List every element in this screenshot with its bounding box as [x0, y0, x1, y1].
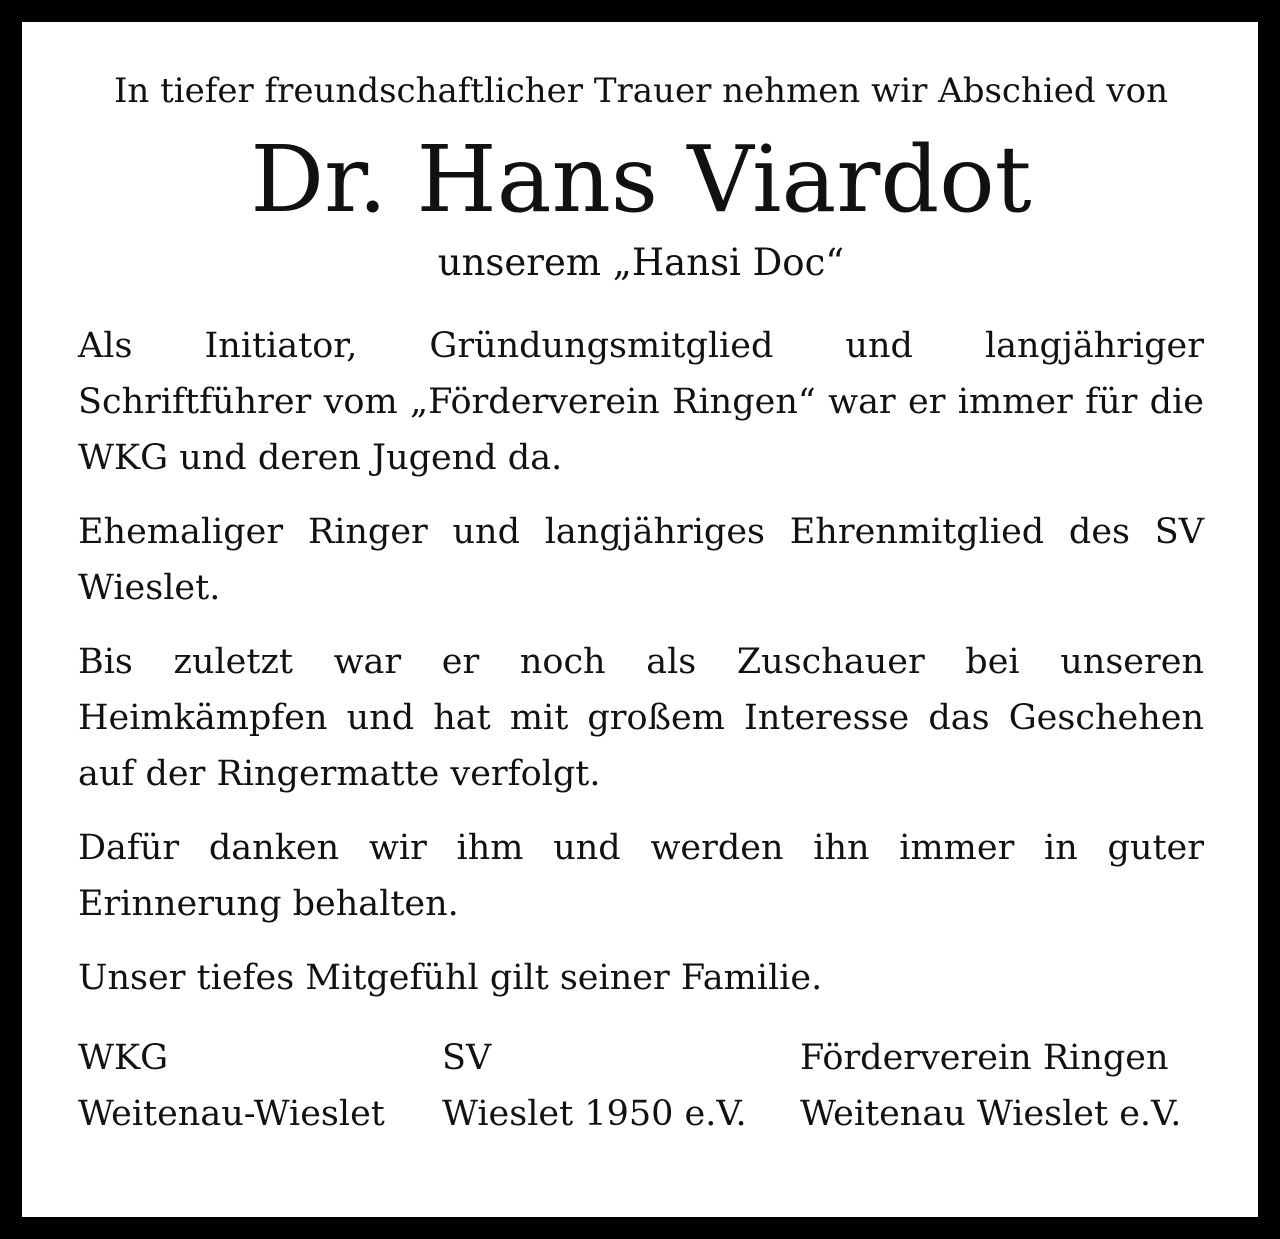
signatories — [78, 1030, 1204, 1142]
signatory-name: SV — [442, 1038, 492, 1078]
paragraph-condolence: Unser tiefes Mitgefühl gilt seiner Familie. — [78, 958, 823, 998]
signatory-sv — [442, 1030, 800, 1142]
signatory-location: Weitenau-Wieslet — [78, 1094, 385, 1134]
intro-line: In tiefer freundschaftlicher Trauer nehmen wir Abschied von — [114, 71, 1168, 111]
signatory-location: Wieslet 1950 e.V. — [442, 1094, 747, 1134]
paragraph-spectator: Bis zuletzt war er noch als Zuschauer bei unseren Heimkämpfen und hat mit großem Interesse das Geschehen auf der Ringermatte verfolgt. — [78, 642, 1204, 794]
nickname-line: unserem „Hansi Doc“ — [437, 241, 845, 284]
signatory-wkg — [78, 1030, 442, 1142]
signatory-location: Weitenau Wieslet e.V. — [800, 1094, 1182, 1134]
signatory-foerderverein — [800, 1030, 1204, 1142]
signatory-name: Förderverein Ringen — [800, 1038, 1169, 1078]
obituary-content — [78, 68, 1204, 1142]
paragraph-initiator: Als Initiator, Gründungsmitglied und langjähriger Schriftführer vom „Förderverein Ringen“ war er immer für die WKG und deren Jugend da. — [78, 326, 1204, 478]
paragraph-thanks: Dafür danken wir ihm und werden ihn immer in guter Erinnerung behalten. — [78, 828, 1204, 924]
paragraph-wrestler: Ehemaliger Ringer und langjähriges Ehrenmitglied des SV Wieslet. — [78, 512, 1204, 608]
deceased-name: Dr. Hans Viardot — [250, 126, 1032, 233]
signatory-name: WKG — [78, 1038, 169, 1078]
